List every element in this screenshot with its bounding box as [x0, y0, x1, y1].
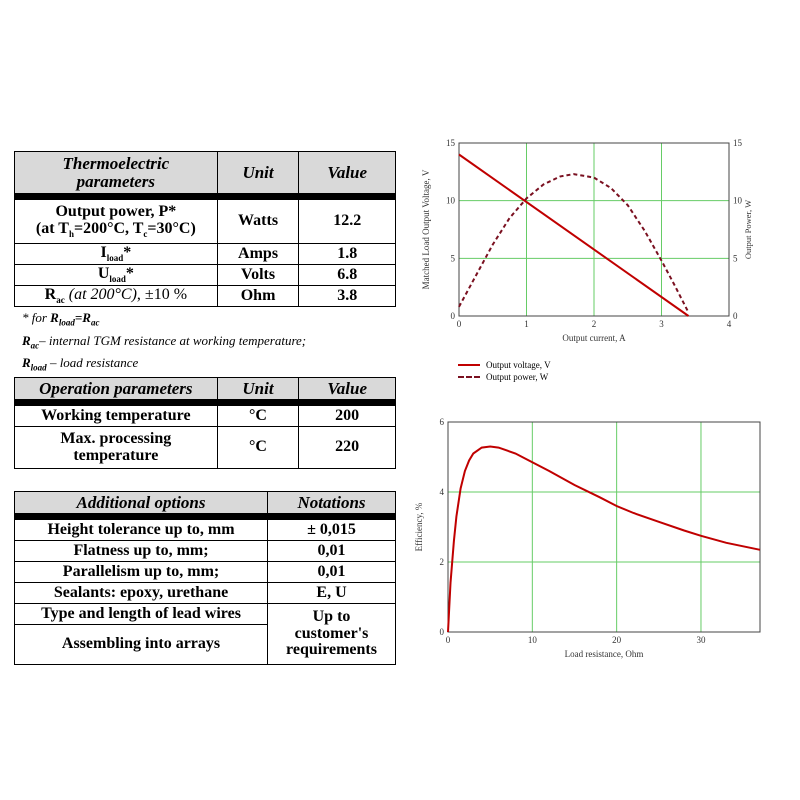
unit-cell: Ohm	[217, 286, 299, 307]
value-cell: 3.8	[299, 286, 396, 307]
y2-tick-label: 15	[733, 138, 742, 148]
chart1-legend	[458, 359, 551, 383]
header-value: Value	[299, 152, 396, 194]
table-row	[15, 406, 396, 427]
notation-cell: 0,01	[268, 562, 396, 583]
value-cell: 220	[299, 427, 396, 469]
footnote-line-3: $R_{load}$ – load resistance	[22, 355, 139, 373]
x-tick-label: 30	[696, 635, 706, 645]
y-tick-label: 0	[439, 627, 444, 637]
y2-tick-label: 10	[733, 195, 742, 206]
table-row	[15, 583, 396, 604]
param-u-load: $U_{load}*$	[15, 265, 218, 286]
thermoelectric-parameters-table	[14, 151, 396, 307]
table-row	[15, 265, 396, 286]
param-working-temperature: Working temperature	[15, 406, 218, 427]
header-unit: Unit	[217, 378, 299, 400]
notation-cell: ± 0,015	[268, 520, 396, 541]
y-axis-label: Matched Load Output Voltage, V	[421, 169, 431, 290]
x-tick-label: 2	[591, 319, 597, 329]
table-row	[15, 427, 396, 469]
header-value: Value	[299, 378, 396, 400]
value-cell: 6.8	[299, 265, 396, 286]
x-tick-label: 0	[445, 635, 451, 645]
unit-cell: Watts	[217, 200, 299, 244]
x-axis-label: Load resistance, Ohm	[564, 649, 644, 659]
y2-axis-label: Output Power, W	[743, 199, 753, 260]
x-tick-label: 1	[524, 319, 529, 329]
y-tick-label: 0	[450, 311, 455, 321]
param-max-processing-temperature: Max. processing temperature	[15, 427, 218, 469]
param-output-power: Output power, P* (at $T_h=200^\circ C$, $T_c=30^\circ C$)	[15, 200, 218, 244]
y-tick-label: 4	[439, 487, 444, 497]
header-operation-parameters: Operation parameters	[15, 378, 218, 400]
x-tick-label: 0	[456, 319, 462, 329]
y2-tick-label: 5	[733, 253, 738, 264]
table-row	[15, 200, 396, 244]
notation-customer-requirements: Up to customer's requirements	[268, 604, 396, 665]
legend-line-dashed	[458, 376, 480, 378]
footnote-line-2: $R_{ac}-$ internal TGM resistance at working temperature;	[22, 332, 307, 351]
footnote-line-1: * for $R_{load}=R_{ac}$	[22, 310, 100, 328]
y2-tick-label: 0	[733, 311, 738, 321]
y-tick-label: 10	[446, 195, 455, 206]
legend-item-power: Output power, W	[458, 371, 551, 383]
value-cell: 12.2	[299, 200, 396, 244]
table-row	[15, 604, 396, 625]
header-thermoelectric-parameters: Thermoelectric parameters	[15, 152, 218, 194]
legend-line-solid	[458, 364, 480, 366]
output-voltage-power-chart	[415, 135, 775, 357]
unit-cell: Volts	[217, 265, 299, 286]
x-tick-label: 4	[726, 319, 732, 329]
footnotes	[22, 309, 306, 377]
header-unit: Unit	[217, 152, 299, 194]
value-cell: 1.8	[299, 244, 396, 265]
unit-cell: Amps	[217, 244, 299, 265]
header-additional-options: Additional options	[15, 492, 268, 514]
param-i-load: $I_{load}*$	[15, 244, 218, 265]
table-row	[15, 562, 396, 583]
table-row	[15, 520, 396, 541]
option-assembling-arrays: Assembling into arrays	[15, 625, 268, 665]
table-row	[15, 244, 396, 265]
x-tick-label: 20	[612, 635, 622, 645]
option-sealants: Sealants: epoxy, urethane	[15, 583, 268, 604]
plot-frame	[448, 422, 760, 632]
option-height-tolerance: Height tolerance up to, mm	[15, 520, 268, 541]
header-notations: Notations	[268, 492, 396, 514]
legend-item-voltage: Output voltage, V	[458, 359, 551, 371]
x-axis-label: Output current, A	[562, 333, 626, 343]
y-tick-label: 5	[450, 253, 455, 264]
option-flatness: Flatness up to, mm;	[15, 541, 268, 562]
unit-cell: °C	[217, 427, 299, 469]
series-line-0	[448, 447, 760, 633]
efficiency-chart	[408, 412, 768, 668]
notation-cell: E, U	[268, 583, 396, 604]
x-tick-label: 3	[659, 319, 664, 329]
x-tick-label: 10	[527, 635, 537, 645]
option-lead-wires: Type and length of lead wires	[15, 604, 268, 625]
y-tick-label: 6	[439, 417, 444, 427]
unit-cell: °C	[217, 406, 299, 427]
param-r-ac: $R_{ac}$ (at 200°C), ±10 %	[15, 286, 218, 307]
operation-parameters-table	[14, 377, 396, 469]
series-line-0	[459, 155, 689, 317]
value-cell: 200	[299, 406, 396, 427]
notation-cell: 0,01	[268, 541, 396, 562]
y-tick-label: 15	[446, 138, 455, 148]
table-row	[15, 286, 396, 307]
table-row	[15, 541, 396, 562]
option-parallelism: Parallelism up to, mm;	[15, 562, 268, 583]
additional-options-table	[14, 491, 396, 665]
y-tick-label: 2	[439, 557, 444, 567]
y-axis-label: Efficiency, %	[414, 502, 424, 552]
